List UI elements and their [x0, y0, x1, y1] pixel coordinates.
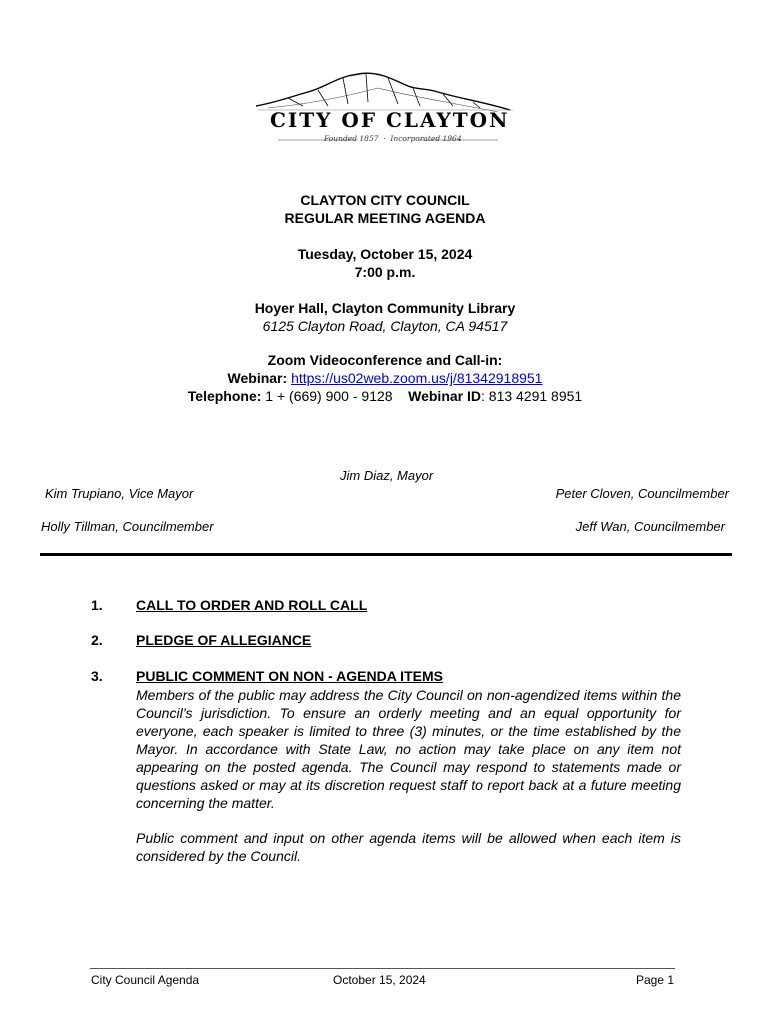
meeting-address: 6125 Clayton Road, Clayton, CA 94517 — [262, 318, 508, 334]
item-number: 3. — [91, 668, 103, 684]
item-number: 1. — [91, 597, 103, 613]
item-title-public-comment: PUBLIC COMMENT ON NON - AGENDA ITEMS — [136, 668, 443, 684]
webinar-id-value: : 813 4291 8951 — [481, 388, 583, 404]
meeting-time: 7:00 p.m. — [354, 264, 416, 280]
council-title: CLAYTON CITY COUNCIL — [300, 192, 470, 208]
webinar-line — [0, 370, 770, 386]
councilmember-tillman: Holly Tillman, Councilmember — [41, 519, 214, 534]
mayor-name: Jim Diaz, Mayor — [340, 468, 434, 483]
telephone-label: Telephone: — [187, 388, 262, 404]
telephone-line — [0, 388, 770, 404]
webinar-label: Webinar: — [227, 370, 288, 386]
meeting-venue: Hoyer Hall, Clayton Community Library — [254, 300, 516, 316]
agenda-subtitle: REGULAR MEETING AGENDA — [284, 210, 486, 226]
logo-wordmark: CITY OF CLAYTON — [270, 108, 510, 132]
councilmember-wan: Jeff Wan, Councilmember — [575, 519, 725, 534]
footer-document-name: City Council Agenda — [91, 973, 200, 987]
footer-page-number: Page 1 — [635, 973, 674, 987]
meeting-date: Tuesday, October 15, 2024 — [297, 246, 473, 262]
item-title-call-to-order: CALL TO ORDER AND ROLL CALL — [136, 597, 368, 613]
vice-mayor-name: Kim Trupiano, Vice Mayor — [45, 486, 194, 501]
footer-divider — [90, 968, 675, 969]
item-number: 2. — [91, 632, 103, 648]
city-logo — [248, 66, 528, 156]
telephone-number: 1 + (669) 900 - 9128 — [265, 388, 393, 404]
councilmember-cloven: Peter Cloven, Councilmember — [555, 486, 729, 501]
logo-founded-text: Founded 1857 · Incorporated 1964 — [324, 134, 462, 143]
webinar-link[interactable]: https://us02web.zoom.us/j/81342918951 — [291, 370, 543, 386]
header-divider — [40, 553, 732, 556]
public-comment-paragraph: Members of the public may address the City Council on non-agendized items within the Council’s jurisdiction. To ensure an orderly meeting and an equal opportunity for everyone, each speaker is limited to three (3) minutes, or the time established by the Mayor. In accordance with State Law, no action may take place on any item not appearing on the posted agenda. The Council may respond to statements made or questions asked or may at its discretion request staff to report back at a future meeting concerning the matter. — [136, 687, 681, 811]
public-comment-note: Public comment and input on other agenda items will be allowed when each item is considered by the Council. — [136, 830, 681, 864]
footer-date: October 15, 2024 — [333, 973, 426, 987]
webinar-id-label: Webinar ID — [408, 388, 481, 404]
zoom-heading: Zoom Videoconference and Call-in: — [267, 352, 503, 368]
item-title-pledge: PLEDGE OF ALLEGIANCE — [136, 632, 312, 648]
